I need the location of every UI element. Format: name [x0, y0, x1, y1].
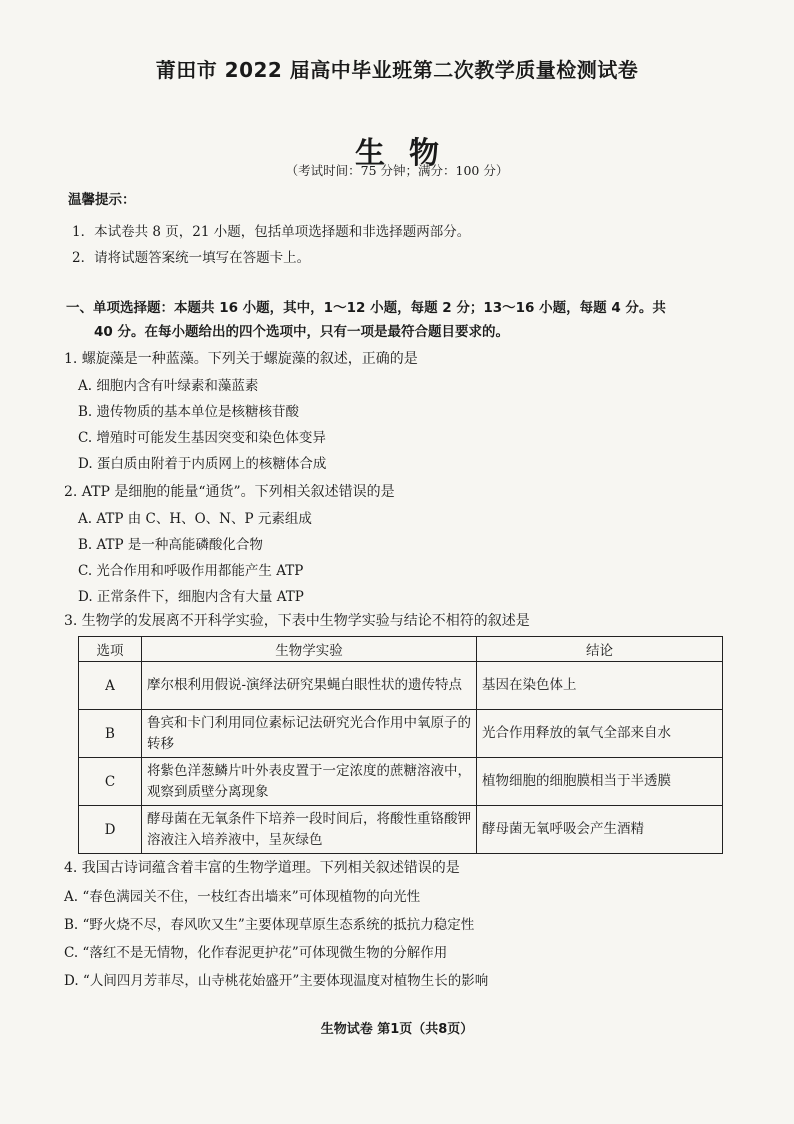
table-cell-conclusion: 植物细胞的细胞膜相当于半透膜 — [477, 758, 723, 806]
question-4-stem: 4. 我国古诗词蕴含着丰富的生物学道理。下列相关叙述错误的是 — [64, 860, 460, 876]
question-2-option-c: C. 光合作用和呼吸作用都能产生 ATP — [78, 563, 304, 579]
table-cell-experiment: 将紫色洋葱鳞片叶外表皮置于一定浓度的蔗糖溶液中，观察到质壁分离现象 — [142, 758, 477, 806]
question-1-option-b: B. 遗传物质的基本单位是核糖核苷酸 — [78, 404, 300, 420]
question-1-option-a: A. 细胞内含有叶绿素和藻蓝素 — [78, 378, 259, 394]
question-3-stem: 3. 生物学的发展离不开科学实验，下表中生物学实验与结论不相符的叙述是 — [64, 613, 530, 629]
tips-heading: 温馨提示： — [68, 192, 136, 208]
table-header-experiment: 生物学实验 — [142, 637, 477, 662]
table-row — [79, 806, 723, 854]
question-4-option-c: C. “落红不是无情物，化作春泥更护花”可体现微生物的分解作用 — [64, 945, 448, 961]
question-4-option-d: D. “人间四月芳菲尽，山寺桃花始盛开”主要体现温度对植物生长的影响 — [64, 973, 489, 989]
question-1-option-c: C. 增殖时可能发生基因突变和染色体变异 — [78, 430, 326, 446]
section-line: 一、单项选择题：本题共 16 小题，其中，1～12 小题，每题 2 分；13～16 小题，每题 4 分。共 — [66, 300, 666, 316]
table-row — [79, 662, 723, 710]
question-2-option-b: B. ATP 是一种高能磷酸化合物 — [78, 537, 263, 553]
table-cell-conclusion: 酵母菌无氧呼吸会产生酒精 — [477, 806, 723, 854]
section-line: 40 分。在每小题给出的四个选项中，只有一项是最符合题目要求的。 — [94, 324, 509, 340]
question-2-option-a: A. ATP 由 C、H、O、N、P 元素组成 — [78, 511, 312, 527]
question-2-stem: 2. ATP 是细胞的能量“通货”。下列相关叙述错误的是 — [64, 484, 395, 500]
question-1-stem: 1. 螺旋藻是一种蓝藻。下列关于螺旋藻的叙述，正确的是 — [64, 351, 418, 367]
question-4-option-a: A. “春色满园关不住，一枝红杏出墙来”可体现植物的向光性 — [64, 889, 421, 905]
question-4-option-b: B. “野火烧不尽，春风吹又生”主要体现草原生态系统的抵抗力稳定性 — [64, 917, 475, 933]
page-footer: 生物试卷 第1页（共8页） — [320, 1022, 474, 1037]
table-cell-conclusion: 基因在染色体上 — [477, 662, 723, 710]
tip-item: 1．本试卷共 8 页，21 小题，包括单项选择题和非选择题两部分。 — [72, 224, 471, 240]
table-row — [79, 758, 723, 806]
section-heading — [66, 296, 726, 344]
table-cell-option: C — [79, 758, 142, 806]
tip-item: 2．请将试题答案统一填写在答题卡上。 — [72, 250, 311, 266]
table-cell-conclusion: 光合作用释放的氧气全部来自水 — [477, 710, 723, 758]
experiment-table — [78, 636, 723, 854]
table-cell-option: B — [79, 710, 142, 758]
table-cell-experiment: 摩尔根利用假说-演绎法研究果蝇白眼性状的遗传特点 — [142, 662, 477, 710]
subject-title: 生物 — [355, 136, 463, 171]
table-cell-option: A — [79, 662, 142, 710]
table-row — [79, 710, 723, 758]
table-cell-option: D — [79, 806, 142, 854]
table-header-row — [79, 637, 723, 662]
exam-title: 莆田市 2022 届高中毕业班第二次教学质量检测试卷 — [155, 58, 639, 82]
table-header-conclusion: 结论 — [477, 637, 723, 662]
question-1-option-d: D. 蛋白质由附着于内质网上的核糖体合成 — [78, 456, 327, 472]
exam-info: （考试时间：75 分钟；满分：100 分） — [285, 163, 509, 178]
table-cell-experiment: 鲁宾和卡门利用同位素标记法研究光合作用中氧原子的转移 — [142, 710, 477, 758]
table-cell-experiment: 酵母菌在无氧条件下培养一段时间后，将酸性重铬酸钾溶液注入培养液中，呈灰绿色 — [142, 806, 477, 854]
question-2-option-d: D. 正常条件下，细胞内含有大量 ATP — [78, 589, 304, 605]
table-header-option: 选项 — [79, 637, 142, 662]
